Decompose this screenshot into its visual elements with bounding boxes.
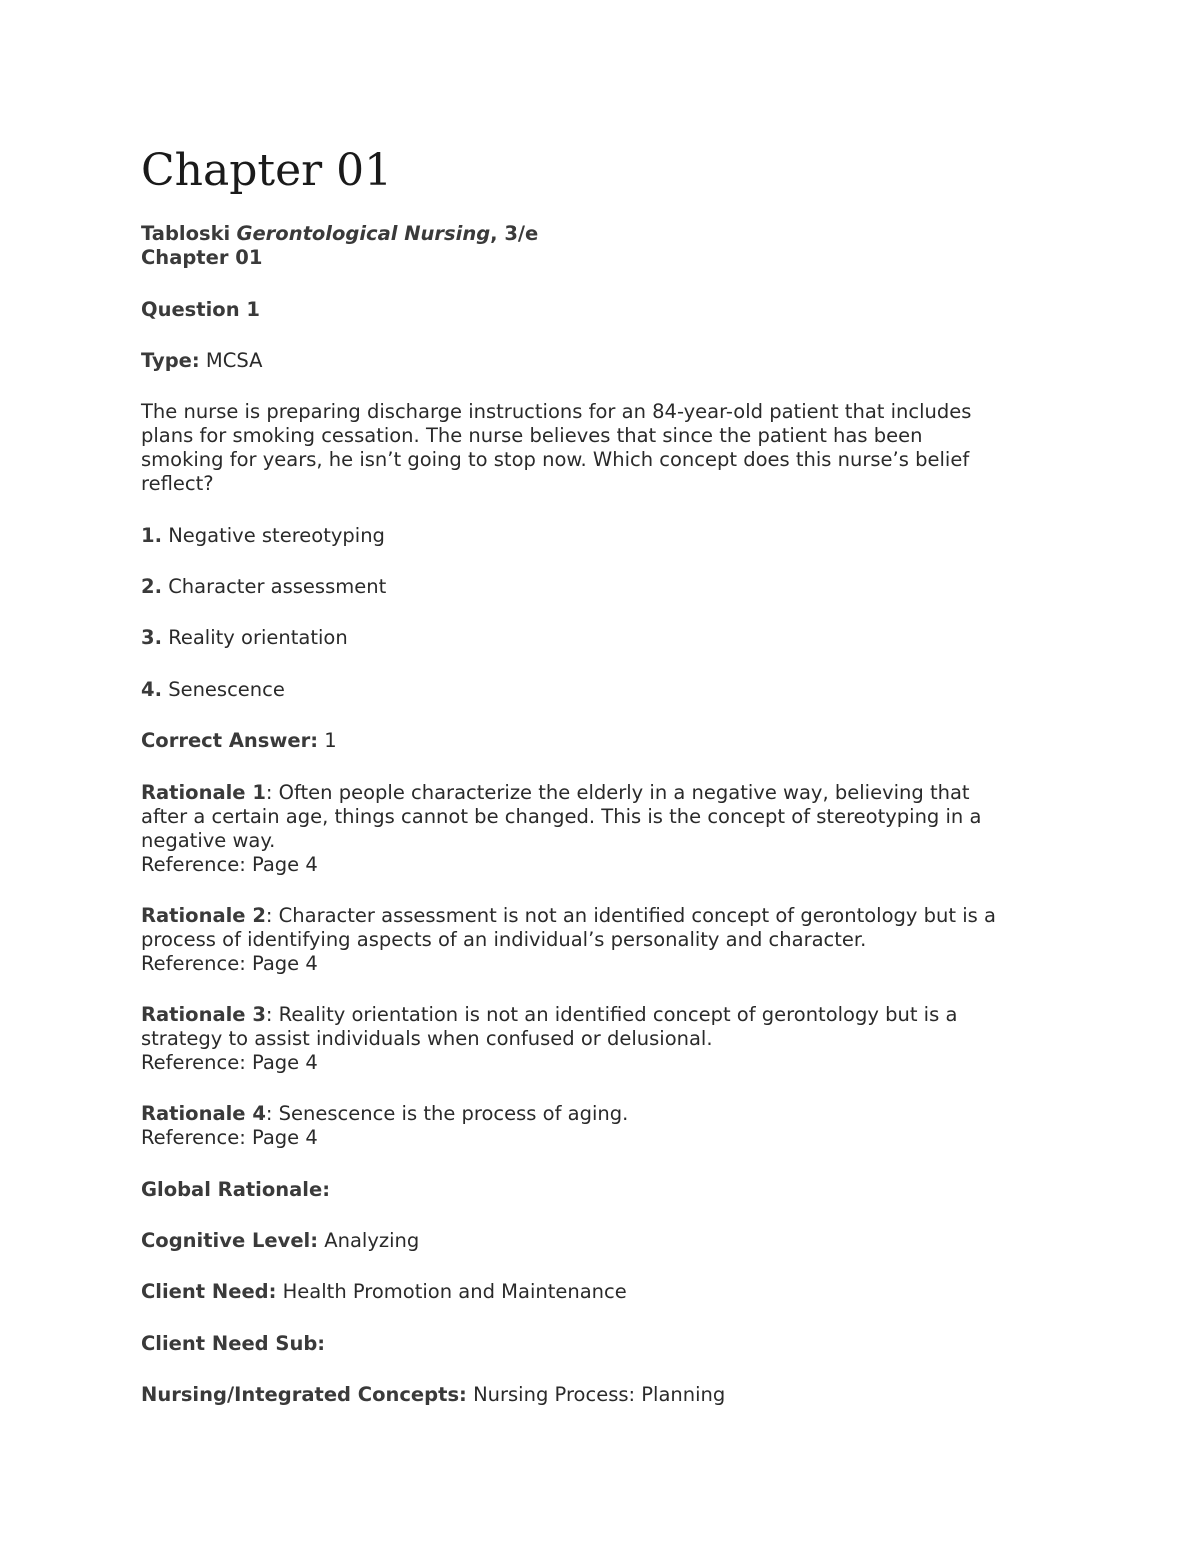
rationale-2 xyxy=(141,904,1061,976)
rationale-reference: Reference: Page 4 xyxy=(141,853,318,876)
rationale-text: : Often people characterize the elderly in a negative way, believing that xyxy=(265,781,970,804)
stem-line: plans for smoking cessation. The nurse believes that since the patient has been xyxy=(141,424,923,447)
rationale-label: Rationale 4 xyxy=(141,1102,266,1125)
correct-answer-value: 1 xyxy=(324,729,337,752)
option-text: Reality orientation xyxy=(168,626,348,649)
type-label: Type: xyxy=(141,349,200,372)
rationale-3 xyxy=(141,1003,1061,1075)
global-rationale-label: Global Rationale: xyxy=(141,1178,331,1201)
option-text: Negative stereotyping xyxy=(168,524,385,547)
option-2 xyxy=(141,575,1061,599)
stem-line: reflect? xyxy=(141,472,214,495)
stem-line: The nurse is preparing discharge instructions for an 84-year-old patient that includes xyxy=(141,400,972,423)
client-need xyxy=(141,1280,1061,1304)
option-4 xyxy=(141,678,1061,702)
nursing-concepts xyxy=(141,1383,1061,1407)
rationale-reference: Reference: Page 4 xyxy=(141,1126,318,1149)
rationale-label: Rationale 1 xyxy=(141,781,266,804)
rationale-reference: Reference: Page 4 xyxy=(141,1051,318,1074)
rationale-text: : Reality orientation is not an identified concept of gerontology but is a xyxy=(265,1003,958,1026)
option-number: 1. xyxy=(141,524,162,547)
stem-line: smoking for years, he isn’t going to stop now. Which concept does this nurse’s belief xyxy=(141,448,970,471)
question-type xyxy=(141,349,1061,373)
question-stem xyxy=(141,400,1061,496)
option-number: 2. xyxy=(141,575,162,598)
rationale-1 xyxy=(141,781,1061,877)
client-need-value: Health Promotion and Maintenance xyxy=(282,1280,627,1303)
rationale-label: Rationale 2 xyxy=(141,904,266,927)
option-1 xyxy=(141,524,1061,548)
nursing-concepts-label: Nursing/Integrated Concepts: xyxy=(141,1383,467,1406)
rationale-text: : Character assessment is not an identified concept of gerontology but is a xyxy=(265,904,996,927)
book-info xyxy=(141,222,1061,270)
rationale-4 xyxy=(141,1102,1061,1150)
cognitive-level-label: Cognitive Level: xyxy=(141,1229,319,1252)
option-text: Character assessment xyxy=(168,575,387,598)
nursing-concepts-value: Nursing Process: Planning xyxy=(473,1383,726,1406)
rationale-text: : Senescence is the process of aging. xyxy=(265,1102,629,1125)
correct-answer xyxy=(141,729,1061,753)
correct-answer-label: Correct Answer: xyxy=(141,729,319,752)
option-text: Senescence xyxy=(168,678,285,701)
rationale-text: negative way. xyxy=(141,829,276,852)
option-number: 4. xyxy=(141,678,162,701)
rationale-text: process of identifying aspects of an individual’s personality and character. xyxy=(141,928,867,951)
book-edition: , 3/e xyxy=(490,222,539,245)
book-title: Gerontological Nursing xyxy=(236,222,491,245)
rationale-reference: Reference: Page 4 xyxy=(141,952,318,975)
rationale-text: after a certain age, things cannot be changed. This is the concept of stereotyping in a xyxy=(141,805,982,828)
client-need-label: Client Need: xyxy=(141,1280,277,1303)
book-author: Tabloski xyxy=(141,222,231,245)
rationale-text: strategy to assist individuals when confused or delusional. xyxy=(141,1027,713,1050)
cognitive-level-value: Analyzing xyxy=(324,1229,420,1252)
option-3 xyxy=(141,626,1061,650)
client-need-sub-label: Client Need Sub: xyxy=(141,1332,326,1355)
book-chapter: Chapter 01 xyxy=(141,246,263,269)
cognitive-level xyxy=(141,1229,1061,1253)
type-value: MCSA xyxy=(205,349,263,372)
option-number: 3. xyxy=(141,626,162,649)
chapter-title: Chapter 01 xyxy=(141,145,393,196)
question-heading: Question 1 xyxy=(141,298,260,321)
rationale-label: Rationale 3 xyxy=(141,1003,266,1026)
